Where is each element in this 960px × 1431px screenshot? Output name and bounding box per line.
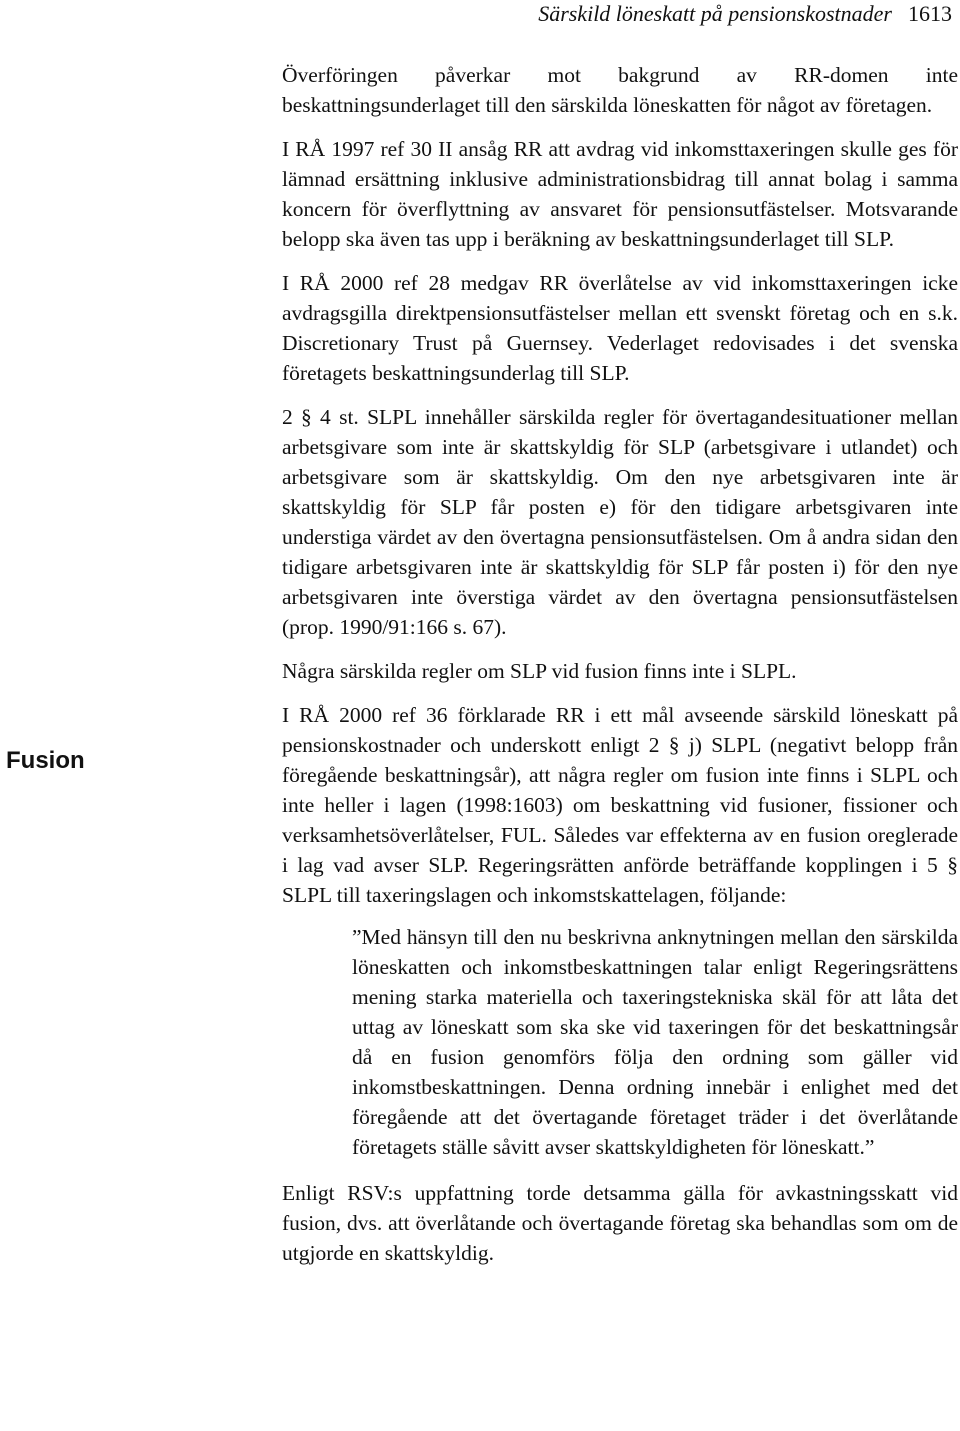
paragraph-1: Överföringen påverkar mot bakgrund av RR-domen inte beskattningsunderlaget till den särskilda löneskatten för något av företagen. <box>282 63 958 117</box>
page-number: 1613 <box>908 1 952 26</box>
paragraph-3: I RÅ 2000 ref 28 medgav RR överlåtelse av vid inkomsttaxeringen icke avdragsgilla direktpensionsutfästelser mellan ett svenskt företag och en s.k. Discretionary Trust på Guernsey. Vederlaget redovisades i det svenska företagets beskattningsunderlag till SLP. <box>282 271 958 385</box>
running-header-title: Särskild löneskatt på pensionskostnader <box>538 1 892 26</box>
block-quote <box>352 922 958 1162</box>
paragraph-7: Enligt RSV:s uppfattning torde detsamma gälla för avkastningsskatt vid fusion, dvs. att överlåtande och övertagande företag ska behandlas som om de utgjorde en skattskyldig. <box>282 1181 958 1265</box>
paragraph-5: Några särskilda regler om SLP vid fusion finns inte i SLPL. <box>282 659 797 683</box>
paragraph-2: I RÅ 1997 ref 30 II ansåg RR att avdrag vid inkomsttaxeringen skulle ges för lämnad ersättning inklusive administrationsbidrag till annat bolag i samma koncern för överflyttning av ansvaret för pensionsutfästelser. Motsvarande belopp ska även tas upp i beräkning av beskattningsunderlaget till SLP. <box>282 137 958 251</box>
paragraph-6: I RÅ 2000 ref 36 förklarade RR i ett mål avseende särskild löneskatt på pensionskostnader och underskott enligt 2 § j) SLPL (negativt belopp från föregående beskattningsår), att några regler om fusion inte finns i SLPL och inte heller i lagen (1998:1603) om beskattning vid fusioner, fissioner och verksamhetsöverlåtelser, FUL. Således var effekterna av en fusion oreglerade i lag vad avser SLP. Regeringsrätten anförde beträffande kopplingen i 5 § SLPL till taxeringslagen och inkomstskattelagen, följande: <box>282 703 958 907</box>
running-header <box>0 0 960 40</box>
paragraph-4: 2 § 4 st. SLPL innehåller särskilda regler för övertagandesituationer mellan arbetsgivare som inte är skattskyldig för SLP (arbetsgivare i utlandet) och arbetsgivare som är skattskyldig. Om den nye arbetsgivaren inte är skattskyldig för SLP får posten e) för den tidigare arbetsgivaren inte understiga värdet av den övertagna pensionsutfästelsen. Om å andra sidan den tidigare arbetsgivaren inte är skattskyldig för SLP får posten i) för den nye arbetsgivaren inte överstiga värdet av den övertagna pensionsutfästelsen (prop. 1990/91:166 s. 67). <box>282 405 958 639</box>
margin-heading-fusion: Fusion <box>6 747 85 774</box>
block-quote-text: ”Med hänsyn till den nu beskrivna anknytningen mellan den särskilda löneskatten och inkomstbeskattningen talar enligt Regeringsrättens mening starka materiella och taxeringstekniska skäl för att låta det uttag av löneskatt som ska ske vid taxeringen för det beskattningsår då en fusion genomförs följa den ordning som gäller vid inkomstbeskattningen. Denna ordning innebär i enlighet med det föregående att det övertagande företaget träder i det överlåtande företagets ställe såvitt avser skattskyldigheten för löneskatt.” <box>352 925 958 1159</box>
body-text <box>282 60 958 1282</box>
